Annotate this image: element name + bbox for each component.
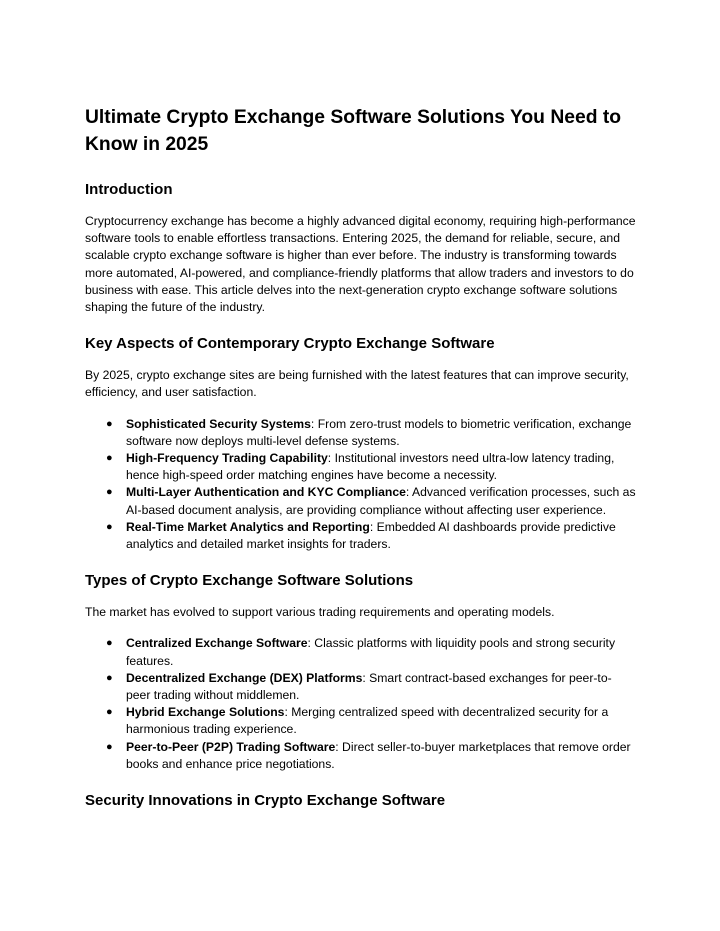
list-item-description: : Direct seller-to-buyer marketplaces that remove order books and enhance price negotiations. (126, 739, 631, 771)
bullet-icon: ● (106, 671, 113, 684)
list-item (85, 635, 636, 669)
list-item (85, 739, 636, 773)
bullet-icon: ● (106, 417, 113, 430)
list-item (85, 416, 636, 450)
types-list (85, 635, 636, 773)
list-item (85, 704, 636, 738)
key-aspects-paragraph: By 2025, crypto exchange sites are being furnished with the latest features that can improve security, efficiency, and user satisfaction. (85, 368, 629, 400)
document-title: Ultimate Crypto Exchange Software Solutions You Need to Know in 2025 (85, 107, 622, 155)
list-item-term: Centralized Exchange Software (126, 636, 308, 651)
key-aspects-list (85, 416, 636, 554)
list-item-term: Real-Time Market Analytics and Reporting (126, 519, 370, 534)
list-item-description: : Institutional investors need ultra-low latency trading, hence high-speed order matching engines have become a necessity. (126, 451, 615, 483)
types-paragraph: The market has evolved to support various trading requirements and operating models. (85, 605, 555, 620)
heading-introduction: Introduction (85, 181, 173, 198)
bullet-icon: ● (106, 637, 113, 650)
list-item (85, 450, 636, 484)
heading-key-aspects: Key Aspects of Contemporary Crypto Exchange Software (85, 335, 495, 353)
introduction-paragraph: Cryptocurrency exchange has become a highly advanced digital economy, requiring high-performance software tools to enable effortless transactions. Entering 2025, the demand for reliable, secure, and scalable crypto exchange software is higher than ever before. The industry is transforming towards more automated, AI-powered, and compliance-friendly platforms that allow traders and investors to do business with ease. This article delves into the next-generation crypto exchange software solutions shaping the future of the industry. (85, 214, 636, 315)
list-item-term: Hybrid Exchange Solutions (126, 705, 285, 720)
bullet-icon: ● (106, 520, 113, 533)
list-item-description: : Merging centralized speed with decentralized security for a harmonious trading experience. (126, 705, 609, 737)
list-item-description: : From zero-trust models to biometric verification, exchange software now deploys multi-level defense systems. (126, 416, 632, 448)
list-item-term: Sophisticated Security Systems (126, 416, 311, 431)
list-item (85, 670, 636, 704)
bullet-icon: ● (106, 706, 113, 719)
list-item-description: : Advanced verification processes, such as AI-based document analysis, are providing compliance without affecting user experience. (126, 485, 636, 517)
heading-types: Types of Crypto Exchange Software Solutions (85, 572, 414, 590)
list-item-term: Multi-Layer Authentication and KYC Compliance (126, 485, 406, 500)
list-item-term: Peer-to-Peer (P2P) Trading Software (126, 739, 336, 754)
list-item-description: : Classic platforms with liquidity pools and strong security features. (126, 636, 616, 668)
bullet-icon: ● (106, 486, 113, 499)
list-item-term: Decentralized Exchange (DEX) Platforms (126, 670, 363, 685)
list-item-description: : Embedded AI dashboards provide predictive analytics and detailed market insights for traders. (126, 519, 616, 552)
bullet-icon: ● (106, 452, 113, 465)
list-item (85, 484, 636, 518)
heading-security: Security Innovations in Crypto Exchange Software (85, 792, 446, 810)
list-item (85, 519, 636, 553)
bullet-icon: ● (106, 740, 113, 753)
list-item-term: High-Frequency Trading Capability (126, 451, 328, 466)
list-item-description: : Smart contract-based exchanges for peer-to-peer trading without middlemen. (126, 670, 612, 703)
